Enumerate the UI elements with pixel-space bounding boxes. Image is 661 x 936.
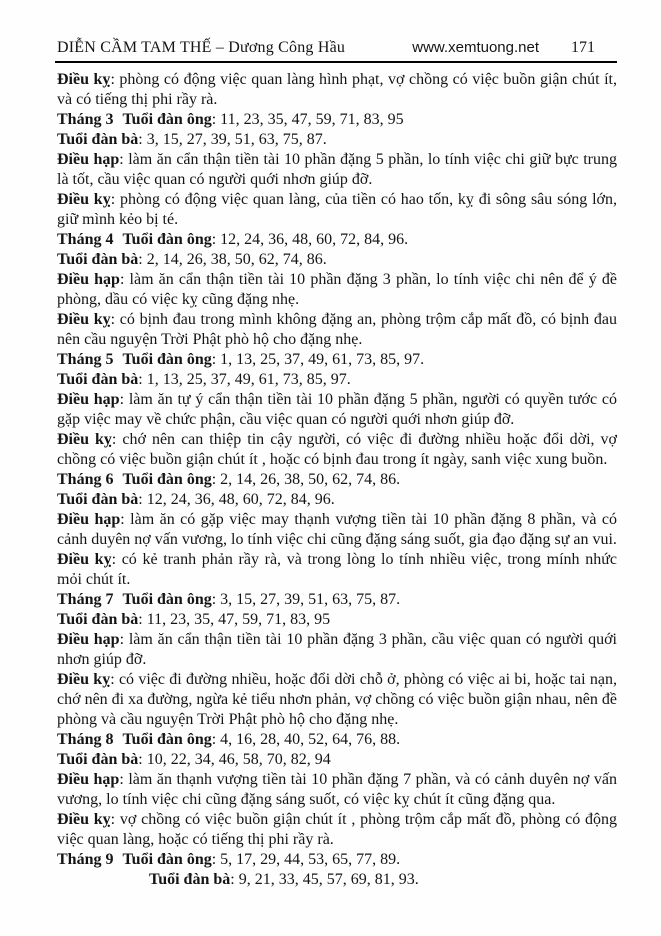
header-rule: [55, 61, 617, 63]
month-men-line: [57, 730, 617, 750]
men-label: Tuổi đàn ông: [122, 731, 212, 748]
hap-label: Điều hạp: [57, 771, 120, 788]
month-women-line: [57, 610, 617, 630]
hap-paragraph: [57, 270, 617, 310]
month-label: Tháng 3: [57, 111, 114, 128]
ky-paragraph: [57, 190, 617, 230]
month-label: Tháng 7: [57, 591, 114, 608]
ky-text: : có bịnh đau trong mình không đặng an, phòng trộm cắp mất đồ, có bịnh đau nên cầu nguyện Trời Phật phò hộ cho đặng nhẹ.: [57, 311, 617, 348]
page-number: 171: [571, 39, 595, 56]
ky-paragraph: [57, 550, 617, 590]
women-ages: : 9, 21, 33, 45, 57, 69, 81, 93.: [230, 871, 419, 888]
month-label: Tháng 8: [57, 731, 114, 748]
month-label: Tháng 5: [57, 351, 114, 368]
hap-text: : làm ăn cẩn thận tiền tài 10 phần đặng 5 phần, lo tính việc chi giữ bực trung là tốt, cầu việc quan có người quới nhơn giúp đỡ.: [57, 151, 617, 188]
month-section: [57, 590, 617, 730]
month-label: Tháng 9: [57, 851, 114, 868]
ky-label: Điều kỵ: [57, 431, 112, 448]
month-men-line: [57, 470, 617, 490]
intro-ky-paragraph: [57, 70, 617, 110]
month-women-line: [57, 870, 617, 890]
month-men-line: [57, 850, 617, 870]
ky-text: : có việc đi đường nhiều, hoặc đổi dời chỗ ở, phòng có việc ai bi, hoặc tai nạn, chớ nên đi xa đường, ngừa kẻ tiểu nhơn phản, vợ chồng có việc buồn giận nhau, nên đề phòng và cầu nguyện Trời Phật phò hộ cho đặng nhẹ.: [57, 671, 617, 728]
ky-label: Điều kỵ: [57, 551, 112, 568]
month-men-line: [57, 230, 617, 250]
men-ages: : 1, 13, 25, 37, 49, 61, 73, 85, 97.: [211, 351, 425, 368]
women-label: Tuổi đàn bà: [57, 131, 139, 148]
men-ages: : 4, 16, 28, 40, 52, 64, 76, 88.: [211, 731, 401, 748]
month-women-line: [57, 250, 617, 270]
month-men-line: [57, 590, 617, 610]
women-label: Tuổi đàn bà: [57, 371, 139, 388]
ky-label: Điều kỵ: [57, 671, 111, 688]
women-ages: : 1, 13, 25, 37, 49, 61, 73, 85, 97.: [138, 371, 351, 388]
book-title: DIỄN CẦM TAM THẾ – Dương Công Hầu: [57, 39, 346, 56]
month-women-line: [57, 750, 617, 770]
hap-text: : làm ăn có gặp việc may thạnh vượng tiền tài 10 phần đặng 8 phần, và có cảnh duyên nợ vấn vương, lo tính việc chi cũng đặng sáng suốt, gia đạo đặng sự an vui.: [57, 511, 618, 548]
hap-paragraph: [57, 630, 617, 670]
ky-paragraph: [57, 430, 617, 470]
website-text: www.xemtuong.net: [412, 39, 539, 56]
men-ages: : 3, 15, 27, 39, 51, 63, 75, 87.: [211, 591, 401, 608]
women-label: Tuổi đàn bà: [57, 251, 139, 268]
page-header: [57, 39, 617, 57]
hap-text: : làm ăn cẩn thận tiền tài 10 phần đặng 3 phần, lo tính việc chi nên để ý đề phòng, dầu có việc kỵ cũng đặng nhẹ.: [57, 271, 617, 308]
women-label: Tuổi đàn bà: [57, 611, 139, 628]
month-section: [57, 230, 617, 350]
ky-paragraph: [57, 810, 617, 850]
men-ages: : 2, 14, 26, 38, 50, 62, 74, 86.: [211, 471, 401, 488]
month-men-line: [57, 110, 617, 130]
month-section: [57, 730, 617, 850]
month-label: Tháng 6: [57, 471, 114, 488]
ky-text: : có kẻ tranh phản rầy rà, và trong lòng lo tính nhiều việc, trong mính nhức mỏi chút ít.: [57, 551, 617, 588]
hap-paragraph: [57, 510, 617, 550]
ky-label: Điều kỵ: [57, 811, 111, 828]
ky-paragraph: [57, 670, 617, 730]
women-label: Tuổi đàn bà: [57, 491, 139, 508]
men-ages: : 12, 24, 36, 48, 60, 72, 84, 96.: [211, 231, 409, 248]
women-ages: : 11, 23, 35, 47, 59, 71, 83, 95: [138, 611, 331, 628]
month-section: [57, 850, 617, 890]
women-ages: : 3, 15, 27, 39, 51, 63, 75, 87.: [138, 131, 327, 148]
hap-label: Điều hạp: [57, 151, 120, 168]
hap-label: Điều hạp: [57, 271, 120, 288]
men-label: Tuổi đàn ông: [122, 851, 212, 868]
month-section: [57, 350, 617, 470]
women-ages: : 10, 22, 34, 46, 58, 70, 82, 94: [138, 751, 331, 768]
month-women-line: [57, 130, 617, 150]
hap-label: Điều hạp: [57, 631, 120, 648]
month-section: [57, 470, 617, 590]
hap-label: Điều hạp: [57, 391, 120, 408]
hap-text: : làm ăn cẩn thận tiền tài 10 phần đặng 3 phần, cầu việc quan có người quới nhơn giúp đỡ.: [57, 631, 618, 668]
month-women-line: [57, 370, 617, 390]
month-men-line: [57, 350, 617, 370]
ky-text: : phòng có động việc quan làng hình phạt, vợ chồng có việc buồn giận chút ít, và có tiếng thị phi rầy rà.: [57, 71, 617, 108]
men-label: Tuổi đàn ông: [122, 111, 212, 128]
hap-text: : làm ăn tự ý cẩn thận tiền tài 10 phần đặng 5 phần, người có quyền tước có gặp việc may về chức phận, cầu việc quan có người quới nhơn giúp đỡ.: [57, 391, 618, 428]
women-ages: : 2, 14, 26, 38, 50, 62, 74, 86.: [138, 251, 327, 268]
men-ages: : 5, 17, 29, 44, 53, 65, 77, 89.: [211, 851, 401, 868]
ky-label: Điều kỵ: [57, 311, 111, 328]
hap-paragraph: [57, 150, 617, 190]
men-label: Tuổi đàn ông: [122, 231, 212, 248]
men-label: Tuổi đàn ông: [122, 591, 212, 608]
hap-label: Điều hạp: [57, 511, 121, 528]
women-label: Tuổi đàn bà: [149, 871, 231, 888]
ky-text: : vợ chồng có việc buồn giận chút ít , phòng trộm cắp mất đồ, phòng có động việc quan làng, hoặc có tiếng thị phi rầy rà.: [57, 811, 617, 848]
women-label: Tuổi đàn bà: [57, 751, 139, 768]
ky-text: : chớ nên can thiệp tin cậy người, có việc đi đường nhiều hoặc đổi dời, vợ chồng có việc buồn giận chút ít , hoặc có bịnh đau trong ít ngày, sanh việc xung buồn.: [57, 431, 617, 468]
men-ages: : 11, 23, 35, 47, 59, 71, 83, 95: [211, 111, 404, 128]
hap-paragraph: [57, 390, 617, 430]
hap-paragraph: [57, 770, 617, 810]
ky-label: Điều kỵ: [57, 71, 111, 88]
ky-paragraph: [57, 310, 617, 350]
month-section: [57, 110, 617, 230]
ky-label: Điều kỵ: [57, 191, 111, 208]
months-list: [57, 110, 617, 890]
men-label: Tuổi đàn ông: [122, 471, 212, 488]
month-label: Tháng 4: [57, 231, 114, 248]
men-label: Tuổi đàn ông: [122, 351, 212, 368]
hap-text: : làm ăn thạnh vượng tiền tài 10 phần đặng 7 phần, và có cảnh duyên nợ vấn vương, lo tính việc chi cũng đặng sáng suốt, có việc kỵ chút ít cũng đặng qua.: [57, 771, 618, 808]
women-ages: : 12, 24, 36, 48, 60, 72, 84, 96.: [138, 491, 335, 508]
page-body: [57, 70, 617, 890]
month-women-line: [57, 490, 617, 510]
ky-text: : phòng có động việc quan làng, của tiền có hao tốn, kỵ đi sông sâu sóng lớn, giữ mình kẻo bị té.: [57, 191, 617, 228]
